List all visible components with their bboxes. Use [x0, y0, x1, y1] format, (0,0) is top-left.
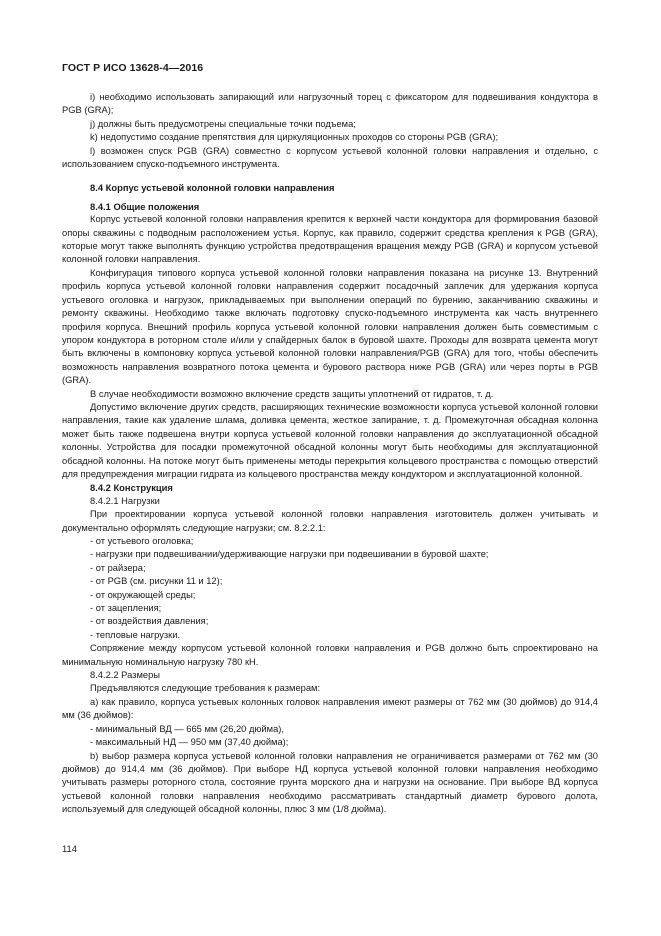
- paragraph: Корпус устьевой колонной головки направления крепится к верхней части кондуктора для формирования базовой опоры скважины с подводным расположением устья. Корпус, как правило, содержит средства крепления к PGB (GRA), которые могут также выполнять функцию устройства предотвращения вращения между PGB (GRA) и корпусом устьевой колонной головки направления.: [62, 214, 598, 265]
- subsection-heading-8-4-2: 8.4.2 Конструкция: [90, 482, 173, 494]
- list-item: - максимальный НД — 950 мм (37,40 дюйма);: [90, 737, 289, 748]
- list-item: - от устьевого оголовка;: [90, 536, 194, 546]
- list-item: - от райзера;: [90, 562, 146, 573]
- list-item-j: j) должны быть предусмотрены специальные точки подъема;: [90, 118, 356, 129]
- list-item: - тепловые нагрузки.: [90, 629, 181, 640]
- paragraph: Допустимо включение других средств, расширяющих технические возможности корпуса устьевой колонной головки направления, такие как удаление шлама, доливка цемента, жесткое запирание, т. д. Промежуточная обсадная колонна может быть также подвешена внутри корпуса устьевой колонной головки направления до эксплуатационной обсадной колонны. Устройства для посадки промежуточной обсадной колонны могут быть необходимы для эксплуатационной обсадной колонны. На потоке могут быть применены методы перекрытия кольцевого пространства с помощью отверстий для предупреждения миграции гидрата из кольцевого пространства между кондуктором и эксплуатационной колонной.: [62, 401, 598, 479]
- list-item: - от воздействия давления;: [90, 616, 209, 627]
- list-item-l: l) возможен спуск PGB (GRA) совместно с корпусом устьевой колонной головки направления и отдельно, с использованием спуско-подъемного инструмента.: [62, 145, 598, 170]
- list-item-b: b) выбор размера корпуса устьевой колонной головки направления не ограничивается размерами от 762 мм (30 дюймов) до 914,4 мм (36 дюймов). При выборе НД корпуса устьевой колонной головки направления необходимо учитывать размеры роторного стола, состояние грунта морского дна и нагрузки на основание. При выборе ВД корпуса устьевой колонной головки направления необходимо рассматривать стандартный диаметр бурового долота, используемый для следующей обсадной колонны, плюс 3 мм (1/8 дюйма).: [62, 750, 598, 815]
- paragraph: Сопряжение между корпусом устьевой колонной головки направления и PGB должно быть спроектировано на минимальную номинальную нагрузку 780 кН.: [62, 643, 598, 667]
- document-header: ГОСТ Р ИСО 13628-4—2016: [62, 62, 204, 74]
- paragraph: Конфигурация типового корпуса устьевой колонной головки направления показана на рисунке 13. Внутренний профиль корпуса устьевой колонной головки направления содержит посадочный заплечик для удержания корпуса устьевого оголовка и нагрузок, прикладываемых при выполнении операций по бурению, заканчиванию скважины и ремонту скважины. Необходимо также включать подготовку спуско-подъемного инструмента как часть внутреннего профиля корпуса. Внешний профиль корпуса устьевой колонной головки направления должен быть совместимым с упором кондуктора в роторном столе и/или у спайдерных балок в буровой шахте. Проходы для возврата цемента могут быть включены в компоновку корпуса устьевой колонной головки направления/PGB (GRA) для того, чтобы обеспечить возможность направления возвратного потока цемента и бурового раствора ниже PGB (GRA) или через порты в PGB (GRA).: [62, 267, 598, 386]
- list-item-a: а) как правило, корпуса устьевых колонных головок направления имеют размеры от 762 мм (30 дюймов) до 914,4 мм (36 дюймов):: [62, 696, 598, 721]
- list-item: - от окружающей среды;: [90, 589, 196, 600]
- list-item: - нагрузки при подвешивании/удерживающие нагрузки при подвешивании в буровой шахте;: [90, 549, 489, 560]
- list-item: - минимальный ВД — 665 мм (26,20 дюйма),: [90, 723, 284, 734]
- list-item-i: i) необходимо использовать запирающий или нагрузочный торец с фиксатором для подвешивания кондуктора в PGB (GRA);: [62, 92, 598, 116]
- section-heading-8-4: 8.4 Корпус устьевой колонной головки направления: [90, 182, 335, 194]
- list-item: - от PGB (см. рисунки 11 и 12);: [90, 576, 223, 587]
- paragraph: Предъявляются следующие требования к размерам:: [90, 683, 321, 694]
- list-item-k: k) недопустимо создание препятствия для циркуляционных проходов со стороны PGB (GRA);: [90, 132, 499, 143]
- document-body: [62, 91, 598, 817]
- subsection-heading-8-4-1: 8.4.1 Общие положения: [90, 200, 200, 212]
- paragraph: При проектировании корпуса устьевой колонной головки направления изготовитель должен учитывать и документально оформлять следующие нагрузки; см. 8.2.2.1:: [62, 509, 598, 533]
- page-number: 114: [62, 843, 77, 854]
- list-item: - от зацепления;: [90, 603, 162, 614]
- subsection-heading-8-4-2-1: 8.4.2.1 Нагрузки: [90, 495, 160, 506]
- paragraph: В случае необходимости возможно включение средств защиты уплотнений от гидратов, т. д.: [90, 388, 494, 399]
- subsection-heading-8-4-2-2: 8.4.2.2 Размеры: [90, 670, 161, 681]
